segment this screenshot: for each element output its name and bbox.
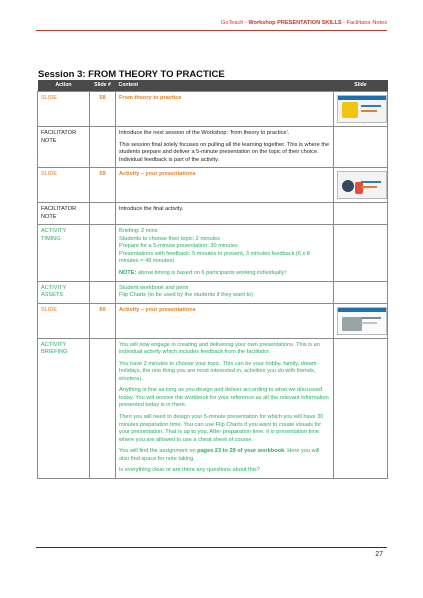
slide-thumbnail-cell — [334, 203, 388, 225]
slide-thumbnail-cell — [334, 303, 388, 338]
action-cell: SLIDE — [38, 92, 90, 127]
slide-thumbnail — [337, 307, 387, 335]
content-cell: Briefing: 2 mins Students to choose their topic: 2 minutes Prepare for a 5-minute presentation: 30 minutes Presentations with feedback: 5 minutes to present, 3 minutes feedback (6 x 8 minutes = 48 minutes) NOTE: above timing is based on 6 participants working individually! — [116, 225, 334, 281]
content-cell: Activity – your presentations — [116, 168, 334, 203]
page-number: 27 — [375, 551, 383, 558]
content-cell: Activity – your presentations — [116, 303, 334, 338]
action-cell: FACILITATOR NOTE — [38, 127, 90, 168]
column-header-slide: Slide — [334, 80, 388, 92]
table-row — [38, 168, 388, 203]
slide-thumbnail-cell — [334, 281, 388, 303]
table-row — [38, 92, 388, 127]
column-header-content: Content — [116, 80, 334, 92]
slide-thumbnail-cell — [334, 92, 388, 127]
footer-divider — [36, 547, 387, 548]
slide-thumbnail-cell — [334, 127, 388, 168]
slide-number-cell — [90, 225, 116, 281]
slide-thumbnail-cell — [334, 225, 388, 281]
table-row — [38, 225, 388, 281]
action-cell: ACTIVITY ASSETS — [38, 281, 90, 303]
slide-number-cell — [90, 203, 116, 225]
slide-thumbnail — [337, 95, 387, 123]
slide-number-cell — [90, 338, 116, 478]
header-doc-type: Facilitator Notes — [346, 20, 387, 26]
header-workshop: Workshop PRESENTATION SKILLS — [248, 20, 342, 26]
content-cell: Introduce the final activity. — [116, 203, 334, 225]
session-title: Session 3: FROM THEORY TO PRACTICE — [38, 69, 225, 80]
slide-number-cell: 60 — [90, 303, 116, 338]
header-brand: GoTeach — [220, 20, 244, 26]
slide-number-cell — [90, 281, 116, 303]
column-header-action: Action — [38, 80, 90, 92]
content-cell: Student workbook and pens Flip Charts (to be used by the students if they want to) — [116, 281, 334, 303]
action-cell: SLIDE — [38, 303, 90, 338]
header-divider — [36, 30, 387, 31]
action-cell: SLIDE — [38, 168, 90, 203]
action-cell: ACTIVITY BRIEFING — [38, 338, 90, 478]
table-row — [38, 281, 388, 303]
content-cell: From theory to practice — [116, 92, 334, 127]
table-row — [38, 303, 388, 338]
slide-number-cell — [90, 127, 116, 168]
slide-number-cell: 58 — [90, 92, 116, 127]
slide-thumbnail — [337, 171, 387, 199]
content-cell: Introduce the next session of the Workshop: ‘from theory to practice’. This session final solely focuses on pulling all the learning together. This is where the students prepare and deliver a 5-minute presentation on the topic of their choice. Individual feedback is part of the activity. — [116, 127, 334, 168]
action-cell: ACTIVITY TIMING — [38, 225, 90, 281]
slide-thumbnail-cell — [334, 338, 388, 478]
column-header-slide-number: Slide # — [90, 80, 116, 92]
session-table — [37, 80, 388, 479]
table-header-row — [38, 80, 388, 92]
content-cell: You will now engage in creating and delivering your own presentations. This is an individual activity which includes feedback from the facilitator. You have 2 minutes to choose your topic. This can be your hobby, family, dream holidays, the one thing you are most interested in, activities you do with friends, etcetera). Anything is fine as long as you design and deliver according to what we discussed today. You will receive the workbook for your reference as all the relevant information presented today is in there. Then you will need to design your 5-minute presentation for which you will have 30 minutes preparation time. You can use Flip Charts if you want to create visuals for your presentation. That is up to you. After preparation time, it is presentation time where you are allowed to use a cheat sheet of course. You will find the assignment on pages 23 to 29 of your workbook. Here you will also find space for note taking. Is everything clear or are there any questions about this? — [116, 338, 334, 478]
table-row — [38, 127, 388, 168]
slide-thumbnail-cell — [334, 168, 388, 203]
slide-number-cell: 59 — [90, 168, 116, 203]
running-header: GoTeach - Workshop PRESENTATION SKILLS - Facilitator Notes — [220, 20, 387, 26]
table-row — [38, 203, 388, 225]
table-row — [38, 338, 388, 478]
action-cell: FACILITATOR NOTE — [38, 203, 90, 225]
